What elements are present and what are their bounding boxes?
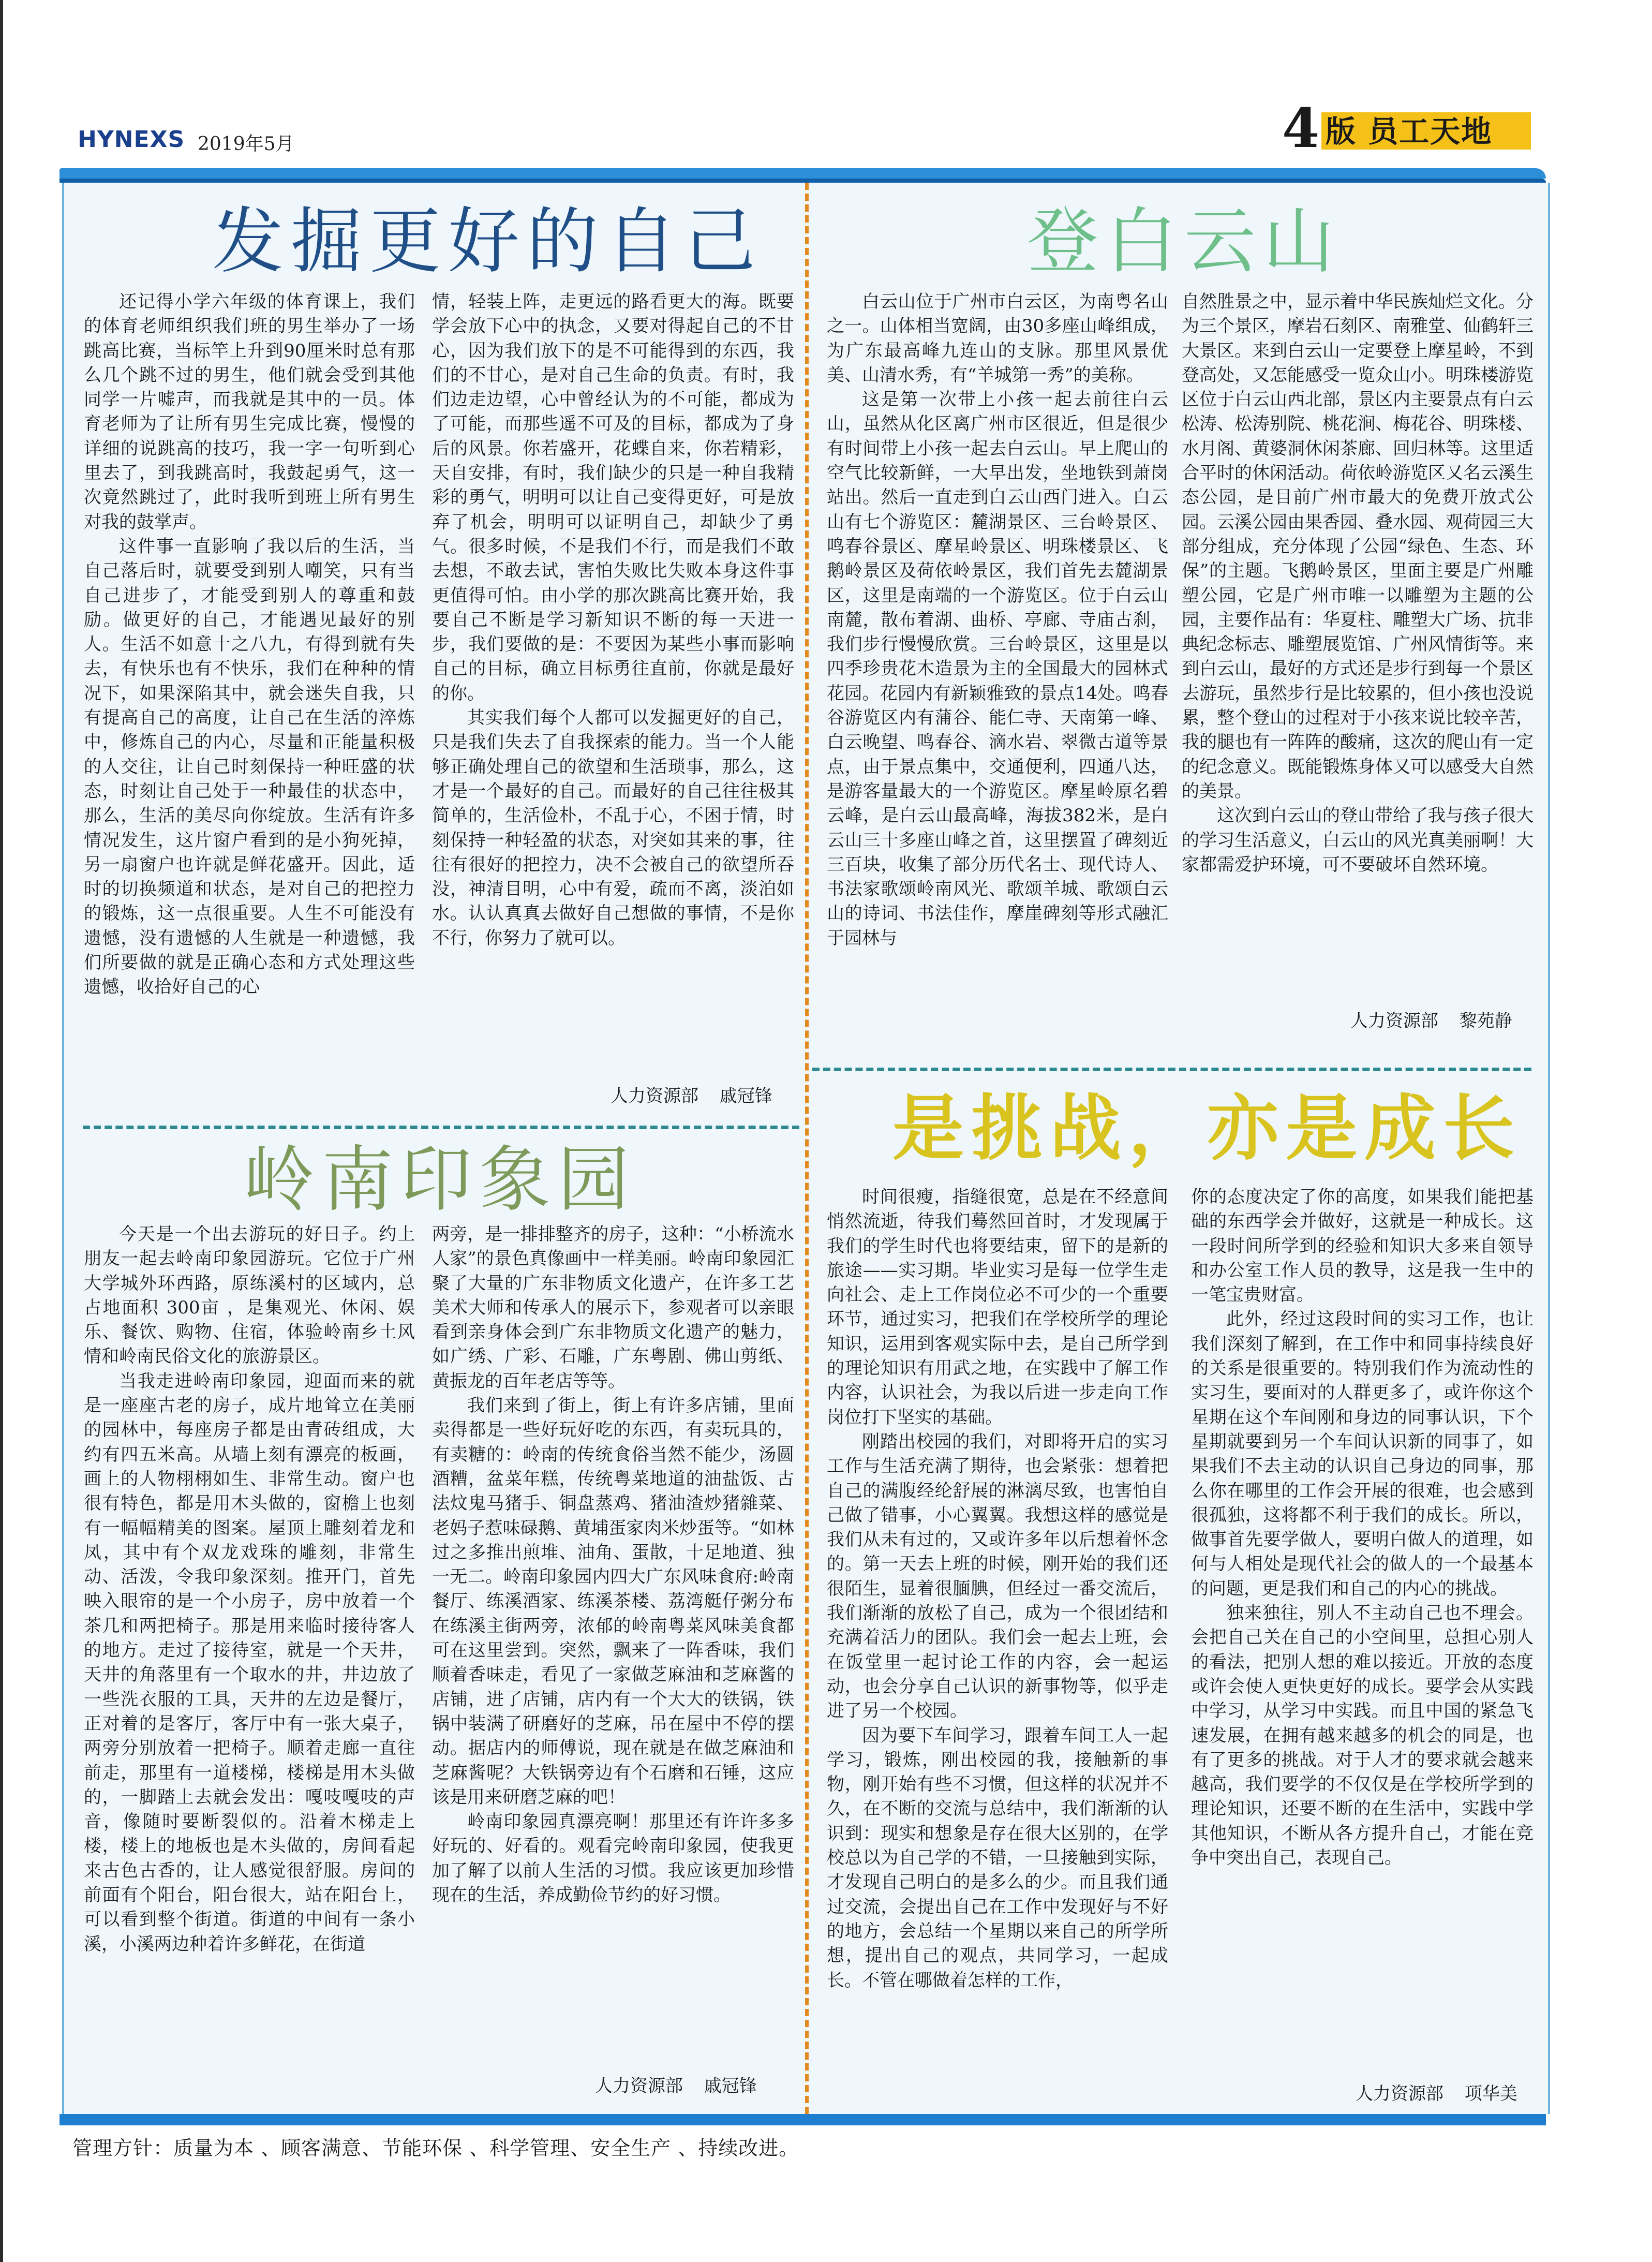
paragraph: 两旁，是一排排整齐的房子，这种：“小桥流水人家”的景色真像画中一样美丽。岭南印象园汇聚了大量的广东非物质文化遗产，在许多工艺美术大师和传承人的展示下，参观者可以亲眼看到亲身体会到广东非物质文化遗产的魅力，如广绣、广彩、石雕，广东粤剧、佛山剪纸、黄振龙的百年老店等等。 (432, 1224, 794, 1392)
bottom-frame-bar (59, 2114, 1546, 2125)
paragraph: 这是第一次带上小孩一起去前往白云山，虽然从化区离广州市区很近，但是很少有时间带上小孩一起去白云山。早上爬山的空气比较新鲜，一大早出发，坐地铁到萧岗站出。然后一直走到白云山西门进入。白云山有七个游览区：麓湖景区、三台岭景区、鸣春谷景区、摩星岭景区、明珠楼景区、飞鹅岭景区及荷依岭景区，我们首先去麓湖景区，这里是南端的一个游览区。位于白云山南麓，散布着湖、曲桥、亭廊、寺庙古刹，我们步行慢慢欣赏。三台岭景区，这里是以四季珍贵花木造景为主的全国最大的园林式花园。花园内有新颖雅致的景点14处。鸣春谷游览区内有蒲谷、能仁寺、天南第一峰、白云晚望、鸣春谷、滴水岩、翠微古道等景点，由于景点集中，交通便利，四通八达，是游客量最大的一个游览区。摩星岭原名碧云峰，是白云山最高峰，海拔382米，是白云山三十多座山峰之首，这里摆置了碑刻近三百块，收集了部分历代名士、现代诗人、书法家歌颂岭南风光、歌颂羊城、歌颂白云山的诗词、书法佳作，摩崖碑刻等形式融汇于园林与 (827, 389, 1168, 949)
article-byline: 人力资源部 黎苑静 (1350, 1011, 1512, 1031)
article-byline: 人力资源部 戚冠锋 (611, 1086, 772, 1106)
article-column (84, 290, 415, 1107)
paragraph: 我们来到了街上，街上有许多店铺，里面卖得都是一些好玩好吃的东西，有卖玩具的，有卖糖的：岭南的传统食俗当然不能少，汤圆酒糟，盆菜年糕，传统粤菜地道的油盐饭、古法炆鬼马猪手、铜盘蒸鸡、猪油渣炒猪雜菜、老妈子惹味碌鹅、黄埔蛋家肉米炒蛋等。“如林过之多推出煎堆、油角、蛋散，十足地道、独一无二。岭南印象园内四大广东风味食府:岭南餐厅、练溪酒家、练溪茶楼、荔湾艇仔粥分布在练溪主街两旁，浓郁的岭南粤菜风味美食都可在这里尝到。突然，飘来了一阵香味，我们顺着香味走，看见了一家做芝麻油和芝麻酱的店铺，进了店铺，店内有一个大大的铁锅，铁锅中装满了研磨好的芝麻，吊在屋中不停的摆动。据店内的师傅说，现在就是在做芝麻油和芝麻酱呢？大铁锅旁边有个石磨和石锤，这应该是用来研磨芝麻的吧！ (432, 1395, 794, 1808)
column-divider (805, 183, 809, 2114)
article-column (827, 290, 1168, 1056)
article-column (1191, 1185, 1534, 2039)
paragraph: 还记得小学六年级的体育课上，我们的体育老师组织我们班的男生举办了一场跳高比赛，当标竿上升到90厘米时总有那么几个跳不过的男生，他们就会受到其他同学一片嘘声，而我就是其中的一员。体育老师为了让所有男生完成比赛，慢慢的详细的说跳高的技巧，我一字一句听到心里去了，到我跳高时，我鼓起勇气，这一次竟然跳过了，此时我听到班上所有男生对我的鼓掌声。 (84, 291, 415, 533)
paragraph: 这件事一直影响了我以后的生活，当自己落后时，就要受到别人嘲笑，只有当自己进步了，才能受到别人的尊重和鼓励。做更好的自己，才能遇见最好的别人。生活不如意十之八九，有得到就有失去，有快乐也有不快乐，我们在种种的情况下，如果深陷其中，就会迷失自我，只有提高自己的高度，让自己在生活的淬炼中，修炼自己的内心，尽量和正能量积极的人交往，让自己时刻保持一种旺盛的状态，时刻让自己处于一种最佳的状态中，那么，生活的美尽向你绽放。生活有许多情况发生，这片窗户看到的是小狗死掉，另一扇窗户也许就是鲜花盛开。因此，适时的切换频道和状态，是对自己的把控力的锻炼，这一点很重要。人生不可能没有遗憾，没有遗憾的人生就是一种遗憾，我们所要做的就是正确心态和方式处理这些遗憾，收拾好自己的心 (84, 536, 415, 998)
paragraph: 岭南印象园真漂亮啊！那里还有许许多多好玩的、好看的。观看完岭南印象园，使我更加了解了以前人生活的习惯。我应该更加珍惜现在的生活，养成勤俭节约的好习惯。 (432, 1811, 794, 1906)
paragraph: 此外，经过这段时间的实习工作，也让我们深刻了解到，在工作中和同事持续良好的关系是很重要的。特别我们作为流动性的实习生，要面对的人群更多了，或许你这个星期在这个车间刚和身边的同事认识，下个星期就要到另一个车间认识新的同事了，如果我们不去主动的认识自己身边的同事，那么你在哪里的工作会开展的很难，也会感到很孤独，这将都不利于我们的成长。所以，做事首先要学做人，要明白做人的道理，如何与人相处是现代社会的做人的一个最基本的问题，更是我们和自己的内心的挑战。 (1191, 1309, 1534, 1599)
paragraph: 你的态度决定了你的高度，如果我们能把基础的东西学会并做好，这就是一种成长。这一段时间所学到的经验和知识大多来自领导和办公室工作人员的教导，这是我一生中的一笔宝贵财富。 (1191, 1187, 1534, 1306)
paragraph: 当我走进岭南印象园，迎面而来的就是一座座古老的房子，成片地耸立在美丽的园林中，每座房子都是由青砖组成，大约有四五米高。从墙上刻有漂亮的板画，画上的人物栩栩如生、非常生动。窗户也很有特色，都是用木头做的，窗檐上也刻有一幅幅精美的图案。屋顶上雕刻着龙和凤，其中有个双龙戏珠的雕刻，非常生动、活泼，令我印象深刻。推开门，首先映入眼帘的是一个小房子，房中放着一个茶几和两把椅子。那是用来临时接待客人的地方。走过了接待室，就是一个天井，天井的角落里有一个取水的井，井边放了一些洗衣服的工具，天井的左边是餐厅，正对着的是客厅，客厅中有一张大桌子，两旁分别放着一把椅子。顺着走廊一直往前走，那里有一道楼梯，楼梯是用木头做的，一脚踏上去就会发出：嘎吱嘎吱的声音，像随时要断裂似的。沿着木梯走上楼，楼上的地板也是木头做的，房间看起来古色古香的，让人感觉很舒服。房间的前面有个阳台，阳台很大，站在阳台上，可以看到整个街道。街道的中间有一条小溪，小溪两边种着许多鲜花，在街道 (84, 1370, 415, 1955)
top-frame-bar-inner (59, 179, 1546, 183)
section-name: 版 员工天地 (1326, 114, 1493, 149)
article-title: 岭南印象园 (243, 1138, 637, 1221)
left-article-divider (83, 1126, 799, 1129)
paragraph: 刚踏出校园的我们，对即将开启的实习工作与生活充满了期待，也会紧张：想着把自己的满腹经纶舒展的淋漓尽致，也害怕自己做了错事，小心翼翼。我想这样的感觉是我们从未有过的，又或许多年以后想着怀念的。第一天去上班的时候，刚开始的我们还很陌生，显着很腼腆，但经过一番交流后，我们渐渐的放松了自己，成为一个很团结和充满着活力的团队。我们会一起去上班，会在饭堂里一起讨论工作的内容，会一起运动，也会分享自己认识的新事物等，似乎走进了另一个校园。 (827, 1431, 1168, 1722)
page-number: 4 (1282, 96, 1320, 160)
paragraph: 情，轻装上阵，走更远的路看更大的海。既要学会放下心中的执念，又要对得起自己的不甘心，因为我们放下的是不可能得到的东西，我们的不甘心，是对自己生命的负责。有时，我们边走边望，心中曾经认为的不可能，都成为了可能，而那些遥不可及的目标，都成为了身后的风景。你若盛开，花蝶自来，你若精彩，天自安排，有时，我们缺少的只是一种自我精彩的勇气，明明可以让自己变得更好，可是放弃了机会，明明可以证明自己，却缺少了勇气。很多时候，不是我们不行，而是我们不敢去想，不敢去试，害怕失败比失败本身这件事更值得可怕。由小学的那次跳高比赛开始，我要自己不断是学习新知识不断的每一天进一步，我们要做的是：不要因为某些小事而影响自己的目标，确立目标勇往直前，你就是最好的你。 (432, 291, 794, 704)
paragraph: 其实我们每个人都可以发掘更好的自己，只是我们失去了自我探索的能力。当一个人能够正确处理自己的欲望和生活琐事，那么，这才是一个最好的自己。而最好的自己往往极其简单的，生活俭朴，不乱于心，不困于情，时刻保持一种轻盈的状态，对突如其来的事，往往有很好的把控力，决不会被自己的欲望所吞没，神清目明，心中有爱，疏而不离，淡泊如水。认认真真去做好自己想做的事情，不是你不行，你努力了就可以。 (432, 707, 794, 949)
paragraph: 白云山位于广州市白云区，为南粤名山之一。山体相当宽阔，由30多座山峰组成，为广东最高峰九连山的支脉。那里风景优美、山清水秀，有“羊城第一秀”的美称。 (827, 291, 1168, 386)
article-column (84, 1222, 415, 2102)
management-policy-footer: 管理方针：质量为本 、顾客满意、节能环保 、科学管理、安全生产 、持续改进。 (72, 2137, 799, 2160)
top-frame-bar (59, 168, 1546, 179)
article-title: 是挑战，亦是成长 (892, 1086, 1522, 1170)
article-title: 登白云山 (1027, 200, 1342, 283)
paragraph: 今天是一个出去游玩的好日子。约上朋友一起去岭南印象园游玩。它位于广州大学城外环西路，原练溪村的区域内，总占地面积 300亩 ，是集观光、休闲、娱乐、餐饮、购物、住宿，体验岭南乡土风情和岭南民俗文化的旅游景区。 (84, 1224, 415, 1367)
paragraph: 这次到白云山的登山带给了我与孩子很大的学习生活意义，白云山的风光真美丽啊！大家都需爱护环境，可不要破坏自然环境。 (1182, 805, 1534, 875)
article-column (827, 1185, 1168, 2106)
right-article-divider (812, 1068, 1531, 1071)
paragraph: 独来独往，别人不主动自己也不理会。会把自己关在自己的小空间里，总担心别人的看法，把别人想的难以接近。开放的态度或许会使人更快更好的成长。要学会从实践中学习，从学习中实践。而且中国的紧急飞速发展，在拥有越来越多的机会的同是，也有了更多的挑战。对于人才的要求就会越来越高，我们要学的不仅仅是在学校所学到的理论知识，还要不断的在生活中，实践中学其他知识，不断从各方提升自己，才能在竞争中突出自己，表现自己。 (1191, 1603, 1534, 1869)
article-column (432, 1222, 794, 2030)
paragraph: 自然胜景之中，显示着中华民族灿烂文化。分为三个景区，摩岩石刻区、南雅堂、仙鹤轩三大景区。来到白云山一定要登上摩星岭，不到登高处，又怎能感受一览众山小。明珠楼游览区位于白云山西北部，景区内主要景点有白云松涛、松涛别院、桃花涧、梅花谷、明珠楼、水月阁、黄婆洞休闲茶廊、回归林等。这里适合平时的休闲活动。荷依岭游览区又名云溪生态公园，是目前广州市最大的免费开放式公园。云溪公园由果香园、叠水园、观荷园三大部分组成，充分体现了公园“绿色、生态、环保”的主题。飞鹅岭景区，里面主要是广州雕塑公园，它是广州市唯一以雕塑为主题的公园，主要作品有：华夏柱、雕塑大广场、抗非典纪念标志、雕塑展览馆、广州风情街等。来到白云山，最好的方式还是步行到每一个景区去游玩，虽然步行是比较累的，但小孩也没说累，整个登山的过程对于小孩来说比较辛苦，我的腿也有一阵阵的酸痛，这次的爬山有一定的纪念意义。既能锻炼身体又可以感受大自然的美景。 (1182, 291, 1534, 802)
issue-date: 2019年5月 (198, 134, 294, 155)
brand-logo: HYNEXS (78, 126, 185, 153)
article-byline: 人力资源部 项华美 (1356, 2083, 1517, 2104)
page-edge-line (0, 0, 3, 2262)
article-byline: 人力资源部 戚冠锋 (595, 2076, 757, 2096)
article-title: 发掘更好的自己 (212, 200, 763, 283)
paragraph: 因为要下车间学习，跟着车间工人一起学习，锻炼，刚出校园的我，接触新的事物，刚开始有些不习惯，但这样的状况并不久，在不断的交流与总结中，我们渐渐的认识到：现实和想象是存在很大区别的，在学校总以为自己学的不错，一旦接触到实际，才发现自己明白的是多么的少。而且我们通过交流，会提出自己在工作中发现好与不好的地方，会总结一个星期以来自己的所学所想，提出自己的观点，共同学习，一起成长。不管在哪做着怎样的工作， (827, 1725, 1168, 1991)
article-column (1182, 290, 1534, 1004)
article-column (432, 290, 794, 1066)
paragraph: 时间很瘦，指缝很宽，总是在不经意间悄然流逝，待我们蓦然回首时，才发现属于我们的学生时代也将要结束，留下的是新的旅途——实习期。毕业实习是每一位学生走向社会、走上工作岗位必不可少的一个重要环节，通过实习，把我们在学校所学的理论知识，运用到客观实际中去，是自己所学到的理论知识有用武之地，在实践中了解工作内容，认识社会，为我以后进一步走向工作岗位打下坚实的基础。 (827, 1187, 1168, 1428)
